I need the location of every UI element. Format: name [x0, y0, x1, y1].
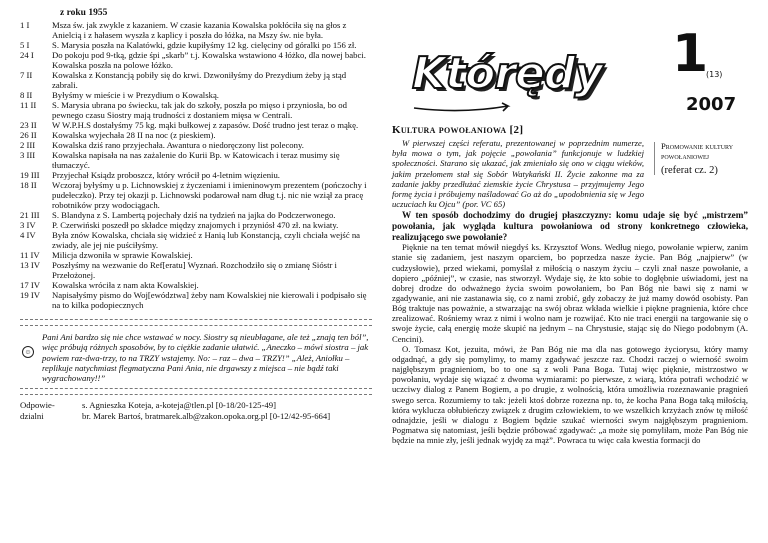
- log-entry: [20, 150, 372, 170]
- sidebar-title: Promowanie kultury powołaniowej: [661, 141, 734, 161]
- log-date: 3 III: [20, 150, 36, 160]
- masthead: [392, 10, 748, 118]
- log-entry: [20, 70, 372, 90]
- log-entry: [20, 280, 372, 290]
- log-entry: [20, 170, 372, 180]
- log-entry: [20, 220, 372, 230]
- log-text: S. Marysia ubrana po świecku, tak jak do szkoły, poszła po mięso i przyniosła, bo od pewnego czasu Siostry mają trudności z dostaniem mięsa w Centrali.: [52, 100, 347, 120]
- contact-row: [20, 400, 372, 421]
- log-text: Byłyśmy w mieście i w Prezydium o Kowalską.: [52, 90, 219, 100]
- chronicle-column: [20, 8, 372, 421]
- issue-number: 1: [672, 24, 705, 84]
- log-date: 2 III: [20, 140, 36, 150]
- log-date: 19 III: [20, 170, 40, 180]
- log-entry: [20, 250, 372, 260]
- log-date: 11 II: [20, 100, 37, 110]
- divider: [20, 319, 372, 326]
- log-entry: [20, 120, 372, 130]
- joke-text: Pani Ani bardzo się nie chce wstawać w nocy. Siostry są nieubłagane, ale też „znają ten ból”, więc próbują różnych sposobów, by to ciężkie zadanie ułatwić. „Aneczko – mówi siostra – jak powiem raz-dwa-trzy, to na TRZY wstajemy. No: – raz – dwa – TRZY!” „Ależ, Aniołku – replikuje natychmiast flegmatyczna Pani Ania, nie drgawszy z miejsca – nie bądź taki wygrachowany!!”: [42, 332, 369, 384]
- contact-item: br. Marek Bartoś, bratmarek.alb@zakon.opoka.org.pl [0-12/42-95-664]: [82, 410, 331, 421]
- log-text: S. Marysia poszła na Kalatówki, gdzie kupiłyśmy 12 kg. cielęciny od góralki po 156 zł.: [52, 40, 357, 50]
- chronicle-log: [20, 20, 372, 310]
- log-date: 24 I: [20, 50, 34, 60]
- log-entry: [20, 180, 372, 210]
- log-entry: [20, 230, 372, 250]
- log-text: Wczoraj byłyśmy u p. Lichnowskiej z życzeniami i imieninowym prezentem (pończochy i pudełeczko). Przy tej okazji p. Lichnowski podarował nam dług t.j. nic nie wziął za pracę robotników przy wodociągach.: [52, 180, 367, 210]
- log-date: 13 IV: [20, 260, 41, 270]
- article-heading: W ten sposób dochodzimy do drugiej płaszczyzny: komu udaje się być „mistrzem” powołania, jak wygląda kultura powołaniowa od strony konkretnego człowieka, realizującego swe powołanie?: [392, 210, 748, 242]
- log-entry: [20, 140, 372, 150]
- log-entry: [20, 90, 372, 100]
- log-entry: [20, 100, 372, 120]
- log-text: Do pokoju pod 9-tką, gdzie śpi „skarb” t.j. Kowalska wstawiono 4 łóżko, dla nowej babci. Kowalska poszła na polowe łóżko.: [52, 50, 366, 70]
- sidebar-box: [654, 142, 753, 175]
- divider: [20, 388, 372, 395]
- chronicle-title: z roku 1955: [60, 8, 108, 18]
- log-text: P. Czerwiński poszedł po składce między znajomych i przyniósł 470 zł. na kwiaty.: [52, 220, 339, 230]
- log-date: 1 I: [20, 20, 30, 30]
- log-text: W W.P.H.S dostałyśmy 75 kg. mąki bułkowej z zapasów. Dość trudno jest teraz o mąkę.: [52, 120, 359, 130]
- paragraph: Pięknie na ten temat mówił niegdyś ks. Krzysztof Wons. Według niego, powołanie wpierw, zanim stanie się zadaniem, jest naszym oparciem, bo poprzedza nasze życie. Pan Bóg „najpierw” (w cudzysłowie), przed wiekami, pomyślał z miłością o naszym życiu – czyli znał nasze powołanie, a dopiero „później”, w czasie, nas stworzył. Wydaje się, że kto sobie to dogłębnie uświadomi, jest na dobrej drodze do odważnego życia swoim powołaniem, bo Pan Bóg nie bawi się z nami w zgadywanie, ani nie zastanawia się, co z nami zrobić, gdy zobaczy że już mamy dowód osobisty. Pan Bóg traktuje nas poważnie, a stwarzając na swój obraz wkłada wielkie i piękne pragnienia, które chce zrealizować. Rośniemy wraz z nimi i wolno nam je rozwijać. Kto nie traci energii na targowanie się o swoje życie, całą energię może skupić na jednym – na Chrystusie, stając się do Niego podobnym (A. Cencini).: [392, 242, 748, 344]
- log-text: Kowalska dziś rano przyjechała. Awantura o niedoręczony list polecony.: [52, 140, 304, 150]
- log-entry: [20, 210, 372, 220]
- log-entry: [20, 290, 372, 310]
- joke-box: [20, 332, 372, 383]
- arrow-icon: [412, 102, 512, 114]
- intro-wrap: [392, 138, 748, 209]
- log-text: Poszłyśmy na wezwanie do Ref[eratu] Wyznań. Rozchodziło się o zmianę Sióstr i Przełożonej.: [52, 260, 337, 280]
- contacts-label: Odpowie- dzialni: [20, 400, 55, 421]
- log-date: 26 II: [20, 130, 37, 140]
- log-date: 23 II: [20, 120, 37, 130]
- log-date: 3 IV: [20, 220, 36, 230]
- log-entry: [20, 20, 372, 40]
- log-text: Przyjechał Ksiądz proboszcz, który wrócił po 4-letnim więzieniu.: [52, 170, 280, 180]
- log-text: Napisałyśmy pismo do Woj[ewództwa] żeby nam Kowalskiej nie kierowali i podpisało się na to kilka podopiecznych: [52, 290, 367, 310]
- section-title: Kultura powołaniowa [2]: [392, 124, 524, 136]
- log-date: 19 IV: [20, 290, 41, 300]
- paragraph: O. Tomasz Kot, jezuita, mówi, że Pan Bóg nie ma dla nas gotowego życiorysu, który mamy odgadnąć, a gdy się pomylimy, to mamy zgadywać jeszcze raz. Chodzi raczej o wierność swoim najgłębszym pragnieniom, bo to one są z woli Pana Boga. Tutaj więc pięknie, mistrzostwo w powołaniu, wydaje się wiązać z dwoma wymiarami: po pierwsze, z wiarą, która potrafi wchodzić w uczciwy dialog z Panem Bogiem, a po drugie, z wolnością, która umożliwia rozeznawanie pragnień swego serca. Rozumiemy to tak: jeżeli ktoś dobrze rozezna np. to, że kocha Pana Boga taką miłością, która wyklucza obłubieńczy związek z drugim człowiekiem, to we wszelkich krzyżach znów tę miłość odnajdzie, jeśli w dialogu z Bogiem będzie szukać wierności swym najgłębszym pragnieniom. Pogmatwa się natomiast, jeśli będzie próbować zgadywać: „a może się pomyliłam, może Pan Bóg nie będzie na mnie zły, jeśli jednak wyjdę za mąż”. Powraca tu więc cała kwestia formacji do: [392, 343, 748, 446]
- log-entry: [20, 50, 372, 70]
- log-text: Kowalska napisała na nas zażalenie do Kurii Bp. w Katowicach i teraz musimy się tłumaczyć.: [52, 150, 340, 170]
- log-text: Kowalska wyjechała 28 II na noc (z pieskiem).: [52, 130, 216, 140]
- log-entry: [20, 260, 372, 280]
- log-text: Była znów Kowalska, chciała się widzieć z Hanią lub Konstancją, czyli chciała wejść na zwiady, ale jej nie puściłyśmy.: [52, 230, 361, 250]
- smiley-icon: ☺: [22, 346, 34, 358]
- logo: Którędy: [412, 48, 603, 99]
- log-date: 21 III: [20, 210, 40, 220]
- issue-year: 2007: [686, 94, 737, 115]
- contact-item: s. Agnieszka Koteja, a-koteja@tlen.pl [0-18/20-125-49]: [82, 400, 277, 411]
- log-date: 5 I: [20, 40, 30, 50]
- log-date: 17 IV: [20, 280, 41, 290]
- article-intro: W pierwszej części referatu, prezentowanej w poprzednim numerze, była mowa o tym, jak pojęcie „powołania” funkcjonuje w ludzkiej społeczności. Starano się ukazać, jak zmieniało się ono w ciągu wieków, jakim przełomem stał się Sobór Watykański II. Życie zakonne ma za zadanie jakby przedłużać ziemskie życie Chrystusa – przyjmujemy Jego formę życia i próbujemy naśladować Go aż do „upodobnienia się w Jego uczuciach ku Ojcu” (por. VC 65): [392, 138, 644, 210]
- sidebar-ref: (referat cz. 2): [661, 164, 718, 176]
- log-text: Kowalska wróciła z nam akta Kowalskiej.: [52, 280, 199, 290]
- log-date: 4 IV: [20, 230, 36, 240]
- log-date: 11 IV: [20, 250, 40, 260]
- log-text: Kowalska z Konstancją pobiły się do krwi. Dzwoniłyśmy do Prezydium żeby ją stąd zabrali.: [52, 70, 347, 90]
- log-entry: [20, 40, 372, 50]
- contacts: [20, 400, 372, 421]
- log-date: 7 II: [20, 70, 33, 80]
- issue-subnumber: (13): [706, 70, 723, 79]
- article-column: [392, 10, 748, 445]
- log-text: S. Blandyna z S. Lambertą pojechały dziś na tydzień na jajka do Podczerwonego.: [52, 210, 336, 220]
- log-entry: [20, 130, 372, 140]
- log-date: 18 II: [20, 180, 37, 190]
- log-text: Msza św. jak zwykle z kazaniem. W czasie kazania Kowalska pokłóciła się na głos z Anielcią i z hałasem wyszła z kaplicy i poszła do łóżka, na Mszy św. nie była.: [52, 20, 347, 40]
- log-date: 8 II: [20, 90, 33, 100]
- log-text: Milicja dzwoniła w sprawie Kowalskiej.: [52, 250, 193, 260]
